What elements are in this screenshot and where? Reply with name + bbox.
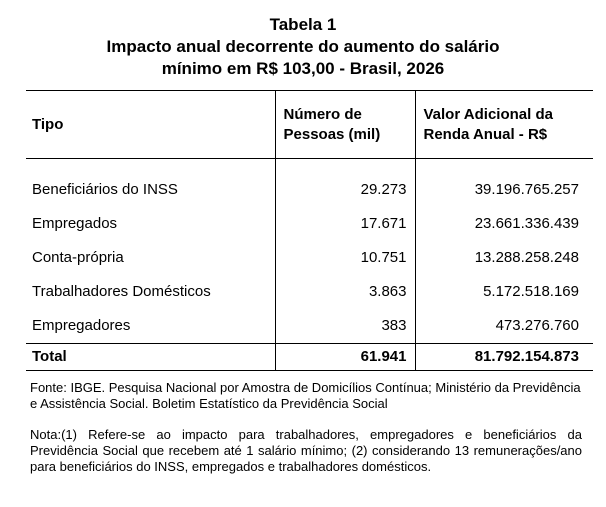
header-valor-line-1: Valor Adicional da bbox=[423, 105, 553, 123]
header-pessoas-line-1: Número de bbox=[283, 105, 362, 123]
total-valor: 81.792.154.873 bbox=[415, 344, 593, 371]
table-header-row bbox=[26, 91, 593, 159]
row-pessoas: 17.671 bbox=[275, 207, 415, 241]
impact-table bbox=[26, 90, 593, 371]
row-pessoas: 29.273 bbox=[275, 159, 415, 208]
row-valor: 39.196.765.257 bbox=[415, 159, 593, 208]
row-valor: 5.172.518.169 bbox=[415, 275, 593, 309]
title-line-3: mínimo em R$ 103,00 - Brasil, 2026 bbox=[161, 59, 445, 78]
table-title bbox=[0, 14, 606, 80]
row-tipo: Empregados bbox=[32, 215, 118, 232]
table-row bbox=[26, 275, 593, 309]
row-pessoas: 10.751 bbox=[275, 241, 415, 275]
title-line-2: Impacto anual decorrente do aumento do salário bbox=[106, 37, 500, 56]
row-valor: 13.288.258.248 bbox=[415, 241, 593, 275]
total-pessoas: 61.941 bbox=[275, 344, 415, 371]
header-pessoas bbox=[275, 91, 415, 159]
table-total-row bbox=[26, 344, 593, 371]
table-row bbox=[26, 207, 593, 241]
total-tipo: Total bbox=[26, 344, 275, 371]
header-valor-line-2: Renda Anual - R$ bbox=[423, 125, 548, 143]
source-note: Fonte: IBGE. Pesquisa Nacional por Amostra de Domicílios Contínua; Ministério da Previdência e Assistência Social. Boletim Estatístico da Previdência Social bbox=[30, 380, 581, 411]
row-valor: 473.276.760 bbox=[415, 309, 593, 344]
title-line-1: Tabela 1 bbox=[269, 15, 337, 34]
row-valor: 23.661.336.439 bbox=[415, 207, 593, 241]
header-pessoas-line-2: Pessoas (mil) bbox=[283, 125, 381, 143]
table-row bbox=[26, 241, 593, 275]
row-tipo: Conta-própria bbox=[32, 249, 124, 266]
table-row bbox=[26, 159, 593, 208]
row-pessoas: 383 bbox=[275, 309, 415, 344]
table-row bbox=[26, 309, 593, 344]
header-valor bbox=[415, 91, 593, 159]
row-tipo: Empregadores bbox=[32, 317, 131, 334]
header-tipo: Tipo bbox=[32, 115, 64, 133]
row-pessoas: 3.863 bbox=[275, 275, 415, 309]
row-tipo: Beneficiários do INSS bbox=[32, 181, 178, 198]
row-tipo: Trabalhadores Domésticos bbox=[32, 283, 211, 300]
footnote: Nota:(1) Refere-se ao impacto para trabalhadores, empregadores e beneficiários da Previdência Social que recebem até 1 salário mínimo; (2) considerando 13 remunerações/ano para beneficiários do INSS, empregados e trabalhadores domésticos. bbox=[30, 427, 582, 474]
